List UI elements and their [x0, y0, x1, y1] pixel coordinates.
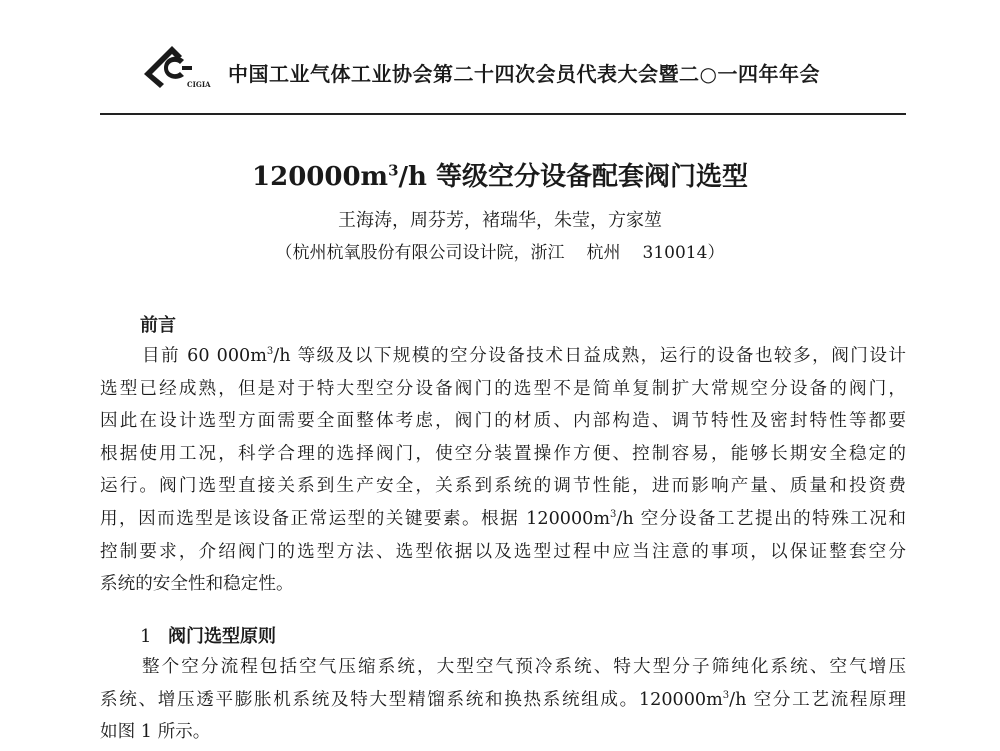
text-line: 目前 60 $000m^3/h$ 等级及以下规模的空分设备技术日益成熟，运行的设备也较多，阀门设计	[142, 346, 906, 366]
preface-heading: 前言	[140, 315, 176, 336]
text-line: 根据使用工况，科学合理的选择阀门，使空分装置操作方便、控制容易，能够长期安全稳定的	[100, 443, 906, 464]
authors: 王海涛，周芬芳，褚瑞华，朱莹，方家堃	[338, 210, 662, 231]
affiliation: （杭州杭氧股份有限公司设计院，浙江 杭州 310014）	[275, 243, 725, 263]
logo-text: CIGIA	[187, 80, 211, 89]
conference-title: 中国工业气体工业协会第二十四次会员代表大会暨二○一四年年会	[228, 62, 820, 86]
section-1-heading: 1 阀门选型原则	[140, 626, 276, 647]
section-1-paragraph	[100, 651, 906, 749]
text-line: 用，因而选型是该设备正常运型的关键要素。根据 $120000m^3/h$ 空分设备工艺提出的特殊工况和	[100, 508, 906, 529]
text-line: 如图 1 所示。	[100, 722, 211, 743]
preface-paragraph	[100, 340, 906, 601]
paper-title: $120000m^3/h$ 等级空分设备配套阀门选型	[252, 161, 748, 192]
text-line: 因此在设计选型方面需要全面整体考虑，阀门的材质、内部构造、调节特性及密封特性等都要	[100, 411, 906, 432]
text-line: 系统、增压透平膨胀机系统及特大型精馏系统和换热系统组成。$120000m^3/h$ 空分工艺流程原理	[100, 689, 906, 710]
text-line: 选型已经成熟，但是对于特大型空分设备阀门的选型不是简单复制扩大常规空分设备的阀门，	[100, 378, 906, 399]
text-line: 控制要求，介绍阀门的选型方法、选型依据以及选型过程中应当注意的事项，以保证整套空分	[100, 541, 906, 562]
text-line: 运行。阀门选型直接关系到生产安全，关系到系统的调节性能，进而影响产量、质量和投资费	[100, 476, 906, 497]
header-divider	[100, 113, 906, 115]
text-line: 整个空分流程包括空气压缩系统，大型空气预冷系统、特大型分子筛纯化系统、空气增压	[142, 657, 906, 677]
text-line: 系统的安全性和稳定性。	[100, 574, 294, 595]
